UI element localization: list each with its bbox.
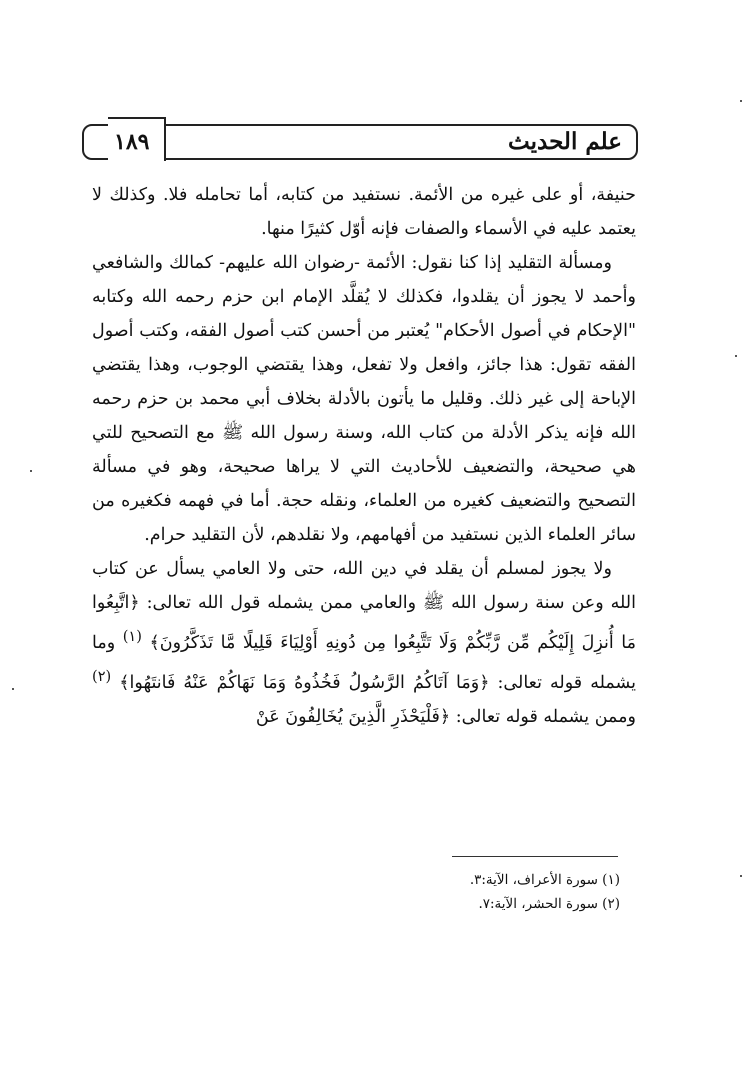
footnote-marker-2: (٢) [92, 667, 112, 685]
running-header [82, 124, 638, 160]
header-title: علم الحديث [508, 128, 622, 155]
page-number: ١٨٩ [114, 129, 150, 155]
footnote-marker-1: (١) [122, 628, 142, 645]
page-body [92, 178, 636, 734]
quran-verse-2: ﴿وَمَا آتَاكُمُ الرَّسُولُ فَخُذُوهُ وَمَا نَهَاكُمْ عَنْهُ فَانتَهُوا﴾ [119, 672, 490, 693]
footnotes [300, 868, 620, 916]
paragraph-3 [92, 552, 636, 734]
footnote-2: (٢) سورة الحشر، الآية:٧. [478, 896, 620, 912]
scan-speck [740, 875, 742, 877]
paragraph-2: ومسألة التقليد إذا كنا نقول: الأئمة -رضوان الله عليهم- كمالك والشافعي وأحمد لا يجوز أن يقلدوا، فكذلك لا يُقلَّد الإمام ابن حزم رحمه الله وكتابه "الإحكام في أصول الأحكام" يُعتبر من أحسن كتب أصول الفقه، وكتب أصول الفقه تقول: هذا جائز، وافعل ولا تفعل، وهذا يقتضي الوجوب، وهذا يقتضي الإباحة إلى غير ذلك. وقليل ما يأتون بالأدلة بخلاف أبي محمد بن حزم رحمه الله فإنه يذكر الأدلة من كتاب الله، وسنة رسول الله ﷺ مع التصحيح للتي هي صحيحة، والتضعيف للأحاديث التي لا يراها صحيحة، وهو في مسألة التصحيح والتضعيف كغيره من العلماء، ونقله حجة. أما في فهمه فكغيره من سائر العلماء الذين نستفيد من أفهامهم، ولا نقلدهم، لأن التقليد حرام. [92, 253, 636, 545]
footnote-separator [452, 856, 618, 857]
scan-speck [12, 688, 14, 690]
scan-speck [30, 470, 32, 472]
paragraph-1: حنيفة، أو على غيره من الأئمة. نستفيد من كتابه، أما تحامله فلا. وكذلك لا يعتمد عليه في الأسماء والصفات فإنه أوّل كثيرًا منها. [92, 185, 636, 239]
connector-2: وممن يشمله قوله تعالى: [450, 706, 636, 727]
paragraph-3-text: ولا يجوز لمسلم أن يقلد في دين الله، حتى ولا العامي يسأل عن كتاب الله وعن سنة رسول الله ﷺ والعامي ممن يشمله قول الله تعالى: [92, 559, 636, 613]
quran-verse-3: ﴿فَلْيَحْذَرِ الَّذِينَ يُخَالِفُونَ عَنْ [255, 706, 451, 727]
scan-speck [735, 355, 737, 357]
page-number-tab [108, 117, 166, 161]
scan-speck [740, 100, 742, 102]
footnote-1: (١) سورة الأعراف، الآية:٣. [469, 872, 620, 888]
connector-1: وما يشمله قوله تعالى: [92, 632, 636, 693]
quran-verse-1: ﴿اتَّبِعُوا مَا أُنزِلَ إِلَيْكُم مِّن رَّبِّكُمْ وَلَا تَتَّبِعُوا مِن دُونِهِ أَوْلِيَاءَ قَلِيلًا مَّا تَذَكَّرُونَ﴾ [92, 593, 636, 653]
